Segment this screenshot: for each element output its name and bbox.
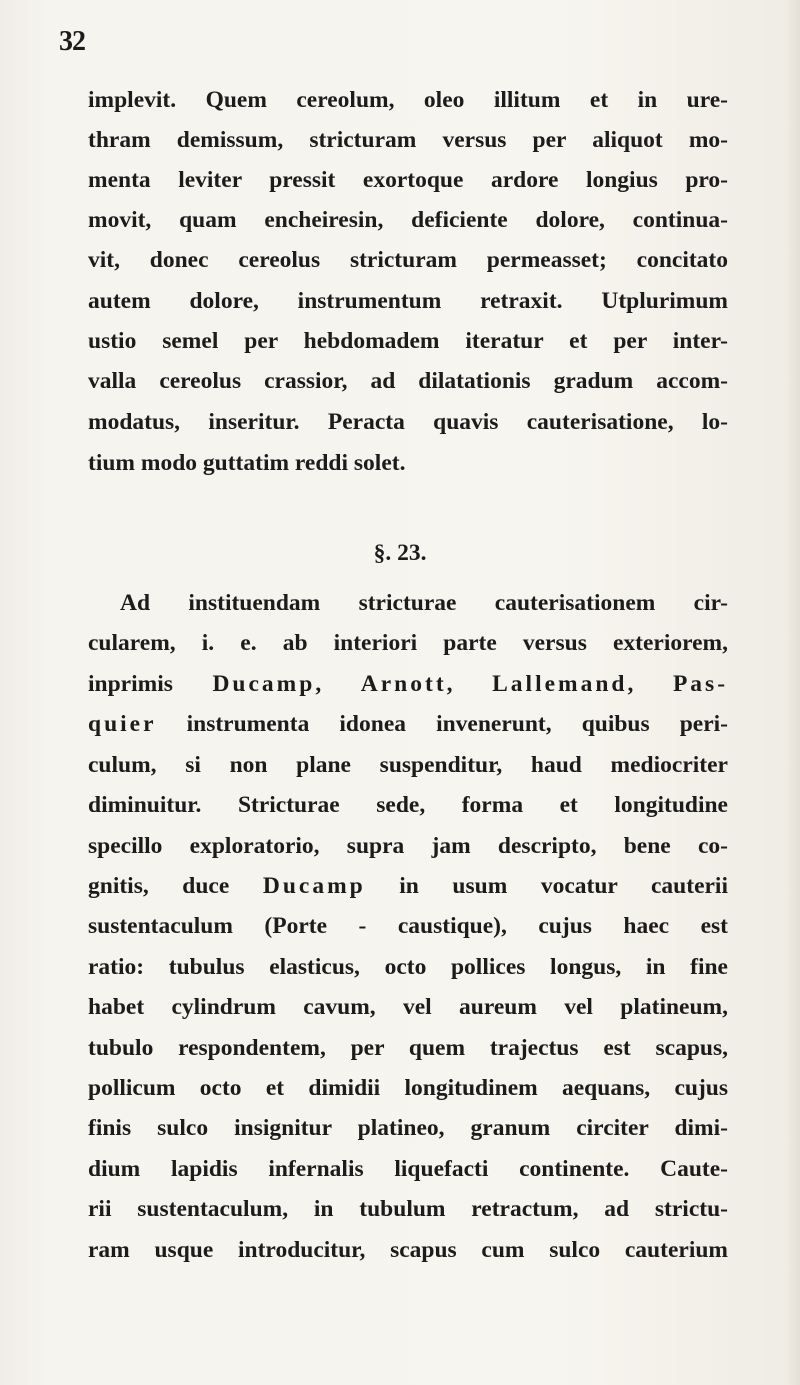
text-line: tubulo respondentem, per quem trajectus est scapus, [88,1035,728,1061]
author-name: Ducamp [262,873,366,899]
text-line-with-names [88,866,728,906]
page-edge-shadow [786,0,800,1385]
text-line: sustentaculum (Porte - caustique), cujus haec est [88,913,728,939]
text-line: rii sustentaculum, in tubulum retractum, ad strictu- [88,1196,728,1222]
section-heading: §. 23. [373,540,427,566]
page-number: 32 [59,26,85,57]
text-line: menta leviter pressit exortoque ardore longius pro- [88,167,728,193]
text-span: instrumenta idonea invenerunt, quibus peri- [156,711,728,737]
text-line: dium lapidis infernalis liquefacti continente. Caute- [88,1156,728,1182]
text-line: pollicum octo et dimidii longitudinem aequans, cujus [88,1075,728,1101]
text-line: ram usque introducitur, scapus cum sulco cauterium [88,1237,728,1263]
text-line: Ad instituendam stricturae cauterisationem cir- [120,590,728,616]
text-line: valla cereolus crassior, ad dilatationis gradum accom- [88,368,728,394]
text-line: specillo exploratorio, supra jam descripto, bene co- [88,833,728,859]
text-span: gnitis, duce [88,873,263,899]
text-line: diminuitur. Stricturae sede, forma et longitudine [88,792,728,818]
text-line: thram demissum, stricturam versus per aliquot mo- [88,127,728,153]
text-line: habet cylindrum cavum, vel aureum vel platineum, [88,994,728,1020]
author-name: Ducamp [212,671,316,697]
author-name: quier [88,711,157,737]
author-name: Lallemand [492,671,628,697]
text-line: tium modo guttatim reddi solet. [88,450,406,476]
text-line: culum, si non plane suspenditur, haud mediocriter [88,752,728,778]
text-line-with-names [88,664,728,704]
text-line: cularem, i. e. ab interiori parte versus exteriorem, [88,630,728,656]
text-line: movit, quam encheiresin, deficiente dolore, continua- [88,207,728,233]
text-span: , [315,671,361,697]
text-span: , [446,671,493,697]
text-line: ustio semel per hebdomadem iteratur et per inter- [88,328,728,354]
text-line: finis sulco insignitur platineo, granum circiter dimi- [88,1115,728,1141]
author-name: Pas- [672,671,729,697]
text-span: in usum vocatur cauterii [365,873,728,899]
text-line: implevit. Quem cereolum, oleo illitum et in ure- [88,87,728,113]
text-line: autem dolore, instrumentum retraxit. Utplurimum [88,288,728,314]
text-line-with-names [88,704,728,744]
text-line: modatus, inseritur. Peracta quavis cauterisatione, lo- [88,409,728,435]
text-line: vit, donec cereolus stricturam permeasset; concitato [88,247,728,273]
author-name: Arnott [360,671,447,697]
text-span: , [627,671,673,697]
text-span: inprimis [88,671,213,697]
text-line: ratio: tubulus elasticus, octo pollices longus, in fine [88,954,728,980]
